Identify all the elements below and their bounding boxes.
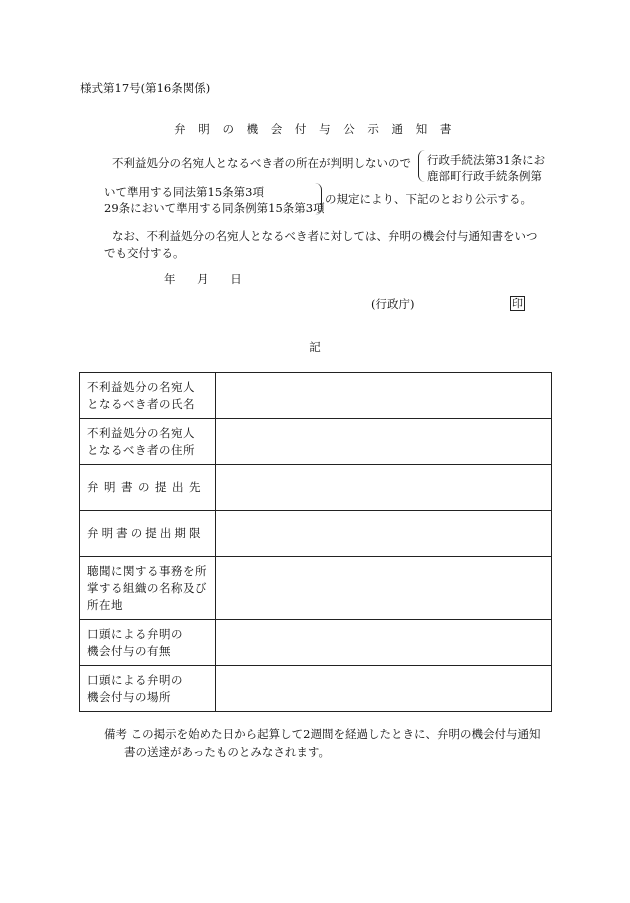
ki-heading: 記 xyxy=(309,340,321,354)
row-label-line: 不利益処分の名宛人 xyxy=(87,425,195,440)
table-row xyxy=(80,373,552,419)
row-label xyxy=(80,465,216,511)
right-brace xyxy=(314,183,322,215)
paragraph2-line1: なお、不利益処分の名宛人となるべき者に対しては、弁明の機会付与通知書をいつ xyxy=(112,229,538,243)
row-label-line: 聴聞に関する事務を所 xyxy=(87,563,207,578)
row-label-line: 所在地 xyxy=(87,597,123,612)
law-option-b: 鹿部町行政手続条例第 xyxy=(427,169,542,183)
row-label xyxy=(80,373,216,419)
row-label xyxy=(80,666,216,712)
row-label-line: 掌する組織の名称及び xyxy=(87,580,207,595)
paragraph1-continuation-b: 29条において準用する同条例第15条第3項 xyxy=(104,201,325,215)
row-value xyxy=(216,419,552,465)
paragraph2-line2: でも交付する。 xyxy=(104,246,185,260)
table-row xyxy=(80,666,552,712)
row-label-line: 機会付与の有無 xyxy=(87,643,171,658)
row-value xyxy=(216,511,552,557)
row-label-line: 口頭による弁明の xyxy=(87,626,183,641)
row-value xyxy=(216,666,552,712)
paragraph1-tail: の規定により、下記のとおり公示する。 xyxy=(325,192,532,206)
table-row xyxy=(80,620,552,666)
seal-mark: 印 xyxy=(512,297,523,310)
row-label-line: 弁明書の提出期限 xyxy=(87,526,201,540)
row-label xyxy=(80,419,216,465)
table-row xyxy=(80,419,552,465)
remarks-line2: 書の送達があったものとみなされます。 xyxy=(124,745,330,759)
remarks-line1: 備考 この掲示を始めた日から起算して2週間を経過したときに、弁明の機会付与通知 xyxy=(104,727,541,741)
notice-items-table xyxy=(79,372,552,712)
row-label-line: 機会付与の場所 xyxy=(87,689,171,704)
table-row xyxy=(80,557,552,620)
row-label xyxy=(80,557,216,620)
row-label-line: 弁明書の提出先 xyxy=(87,480,201,494)
table-row xyxy=(80,465,552,511)
row-value xyxy=(216,620,552,666)
paragraph1-lead: 不利益処分の名宛人となるべき者の所在が判明しないので xyxy=(112,156,411,170)
row-label xyxy=(80,620,216,666)
form-number: 様式第17号(第16条関係) xyxy=(80,81,211,95)
row-label-line: 口頭による弁明の xyxy=(87,672,183,687)
document-title: 弁 明 の 機 会 付 与 公 示 通 知 書 xyxy=(174,122,456,136)
left-brace xyxy=(418,150,426,182)
row-label xyxy=(80,511,216,557)
row-value xyxy=(216,557,552,620)
row-label-line: 不利益処分の名宛人 xyxy=(87,379,195,394)
row-value xyxy=(216,465,552,511)
row-value xyxy=(216,373,552,419)
table-row xyxy=(80,511,552,557)
date-line: 年 月 日 xyxy=(164,272,242,286)
issuer-label: (行政庁) xyxy=(371,297,415,311)
paragraph1-continuation-a: いて準用する同法第15条第3項 xyxy=(104,185,264,199)
row-label-line: となるべき者の住所 xyxy=(87,442,195,457)
law-option-a: 行政手続法第31条にお xyxy=(427,153,546,167)
row-label-line: となるべき者の氏名 xyxy=(87,396,195,411)
